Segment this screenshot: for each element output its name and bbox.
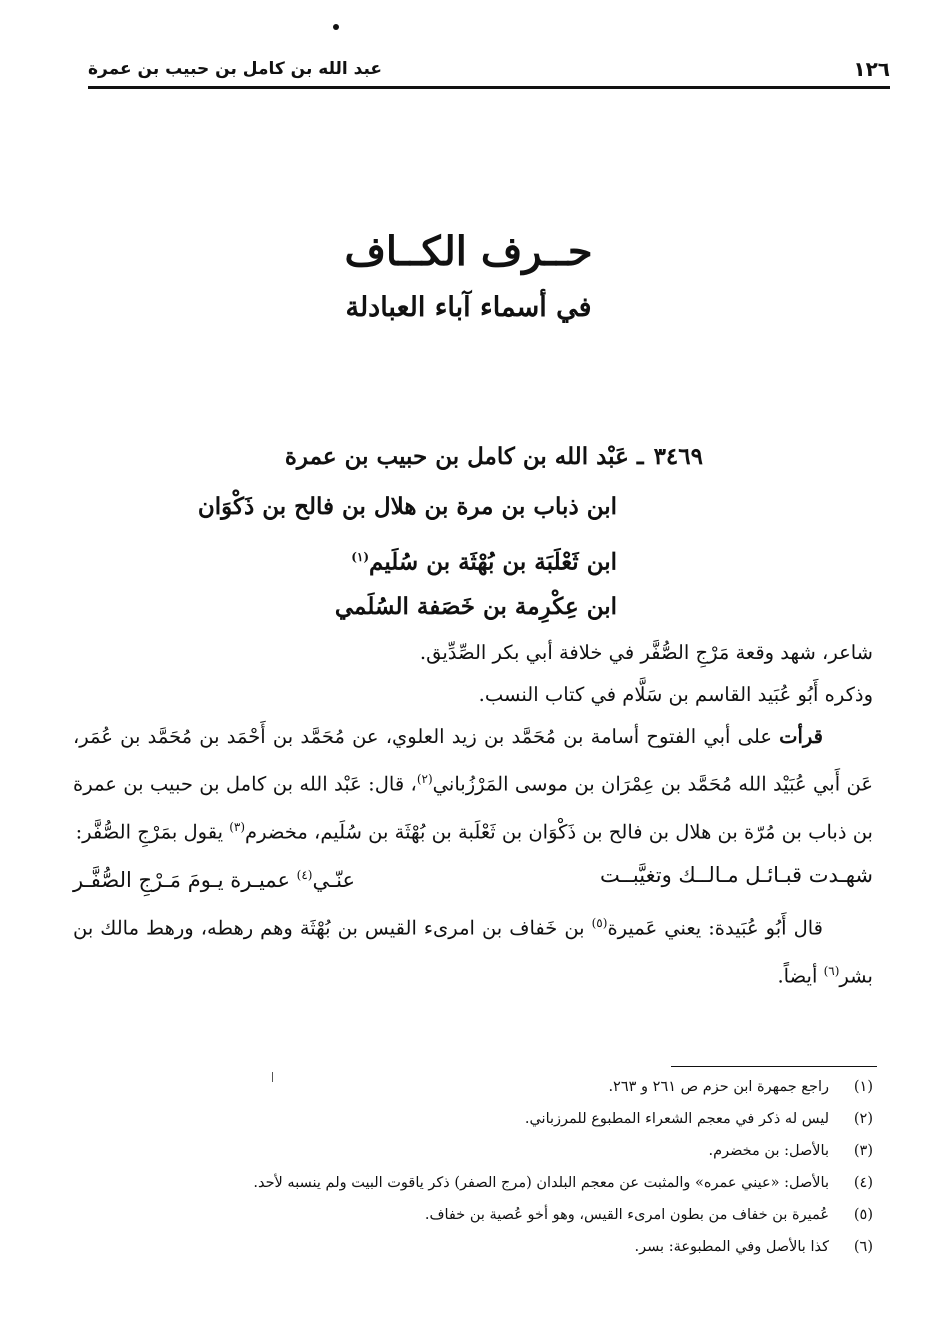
entry-heading-line <box>183 482 617 532</box>
running-title: عبد الله بن كامل بن حبيب بن عمرة <box>88 59 383 79</box>
footnote-number: (٥) <box>853 1207 873 1223</box>
footnote-ref: (٥) <box>591 916 608 930</box>
entry-name-line: ابن عِكْرِمة بن خَصَفة السُلَمي <box>334 593 617 620</box>
chapter-title: حــرف الكــاف <box>344 228 593 275</box>
lead-word: قرأت <box>779 725 823 748</box>
ink-speck <box>333 24 339 30</box>
footnote-ref: (٢) <box>416 772 433 786</box>
footnote <box>93 1199 873 1231</box>
text-run: أيضاً. <box>777 964 824 987</box>
footnote-text: كذا بالأصل وفي المطبوعة: بسر. <box>634 1239 829 1255</box>
verse-first-hemistich: شهـدت قبـائـل مـالــك وتغيَّبــت <box>600 863 873 887</box>
footnote-text: بالأصل: بن مخضرم. <box>708 1143 829 1159</box>
footnote <box>93 1135 873 1167</box>
footnote-divider <box>671 1066 877 1067</box>
paragraph: وذكره أَبُو عُبَيد القاسم بن سَلَّام في كتاب النسب. <box>478 683 873 706</box>
paragraph: شاعر، شهد وقعة مَرْجِ الصُّفَّر في خلافة أبي بكر الصِّدِّيق. <box>419 641 873 664</box>
entry-body <box>73 632 873 997</box>
entry-heading-line <box>183 432 703 482</box>
footnote-text: عُميرة بن خفاف من بطون امرىء القيس، وهو أخو عُصية بن خفاف. <box>424 1207 829 1223</box>
entry-heading-line <box>183 582 617 632</box>
footnote-ref: (٤) <box>296 868 313 882</box>
entry-name-line: ابن ثَعْلَبَة بن بُهْثَة بن سُلَيم <box>369 548 617 576</box>
text-run: ، قال: عَبْد الله بن كامل بن حبيب بن عمرة بن ذباب بن مُرّة بن هلال بن فالح بن ذَكْوَان بن ثَعْلَبة بن بُهْثَة بن سُلَيم، مخضرم <box>73 772 873 843</box>
text-run: عميـرة يـومَ مَـرْجِ الصُّفَّـر <box>73 868 297 892</box>
chapter-subtitle: في أسماء آباء العبادلة <box>345 292 592 323</box>
text-run: عنّـي <box>312 868 356 892</box>
footnote-text: ليس له ذكر في معجم الشعراء المطبوع للمرزباني. <box>524 1111 829 1127</box>
text-run: بن خَفاف بن امرىء القيس بن بُهْثَة وهم رهطه، ورهط مالك بن بشر <box>73 916 873 987</box>
footnote-number: (٤) <box>853 1175 873 1191</box>
poem-verse <box>73 853 873 902</box>
footnote-ref: (١) <box>351 550 370 564</box>
footnote-number: (٢) <box>853 1111 873 1127</box>
footnote <box>93 1103 873 1135</box>
entry-name-line: ـ عَبْد الله بن كامل بن حبيب بن عمرة <box>284 443 644 470</box>
page-header <box>88 52 890 89</box>
footnote-ref: (٣) <box>229 819 246 834</box>
entry-name-line: ابن ذباب بن مرة بن هلال بن فالح بن ذَكْوَان <box>197 493 617 520</box>
verse-second-hemistich <box>73 853 355 902</box>
entry-heading-line <box>183 532 617 582</box>
footnote-text: راجع جمهرة ابن حزم ص ٢٦١ و ٢٦٣. <box>608 1079 829 1095</box>
footnotes <box>93 1071 873 1263</box>
footnote-text: بالأصل: «عيني عمره» والمثبت عن معجم البلدان (مرج الصفر) ذكر ياقوت البيت ولم ينسبه لأحد. <box>253 1175 829 1191</box>
text-run: يقول بمَرْجِ الصُّفَّر: <box>75 820 230 843</box>
footnote <box>93 1231 873 1263</box>
footnote-number: (٣) <box>853 1143 873 1159</box>
footnote <box>93 1071 873 1103</box>
footnote-number: (١) <box>853 1079 873 1095</box>
text-run: قال أَبُو عُبَيدة: يعني عَميرة <box>607 916 824 940</box>
footnote-ref: (٦) <box>823 963 840 978</box>
paragraph <box>73 716 873 853</box>
text-run: على أبي الفتوح أسامة بن مُحَمَّد بن زيد العلوي، عن مُحَمَّد بن أَحْمَد بن مُحَمَّد بن عُمَر، عَن أَبي عُبَيْد الله مُحَمَّد بن عِمْرَان بن موسى المَرْزُباني <box>73 725 873 796</box>
footnote <box>93 1167 873 1199</box>
entry-heading <box>183 432 703 632</box>
paragraph <box>73 902 873 997</box>
entry-number: ٣٤٦٩ <box>653 443 703 470</box>
footnote-number: (٦) <box>853 1239 873 1255</box>
page-number: ١٢٦ <box>853 57 890 81</box>
